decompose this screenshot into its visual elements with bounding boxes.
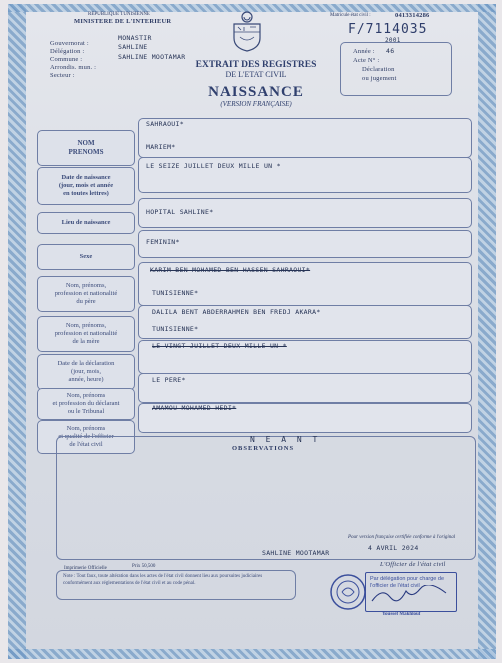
delegation-label: Délégation :: [50, 48, 85, 55]
coat-of-arms-icon: [230, 10, 264, 52]
value-pere-nom: KARIM BEN MOHAMED BEN HASSEN SAHRAOUI*: [150, 266, 311, 274]
value-pere-nationalite: TUNISIENNE*: [152, 289, 199, 297]
stamp-text: Par délégation pour charge de l'officier de l'état civil: [365, 572, 457, 612]
observations-value: N E A N T: [250, 435, 321, 444]
value-officier: AMAMOU MOHAMED HEDI*: [152, 404, 237, 412]
arrondissement-label: Arrondis. mun. :: [50, 64, 97, 71]
secteur-label: Secteur :: [50, 72, 75, 79]
acte-year-value: 2001: [385, 37, 401, 44]
commune-value: SAHLINE MOOTAMAR: [118, 53, 186, 61]
acte-number-label: Acte N° :: [353, 57, 380, 64]
value-nom: SAHRAOUI*: [146, 120, 184, 128]
ministry-text: MINISTERE DE L'INTERIEUR: [74, 18, 172, 25]
delegation-value: SAHLINE: [118, 43, 148, 51]
label-pere: Nom, prénoms, profession et nationalité du père: [37, 276, 135, 312]
matricule-label: Matricule état civil :: [330, 13, 371, 18]
gouvernorat-label: Gouvernorat :: [50, 40, 89, 47]
value-sexe: FEMININ*: [146, 238, 180, 246]
value-box-declarant: [138, 373, 472, 403]
acte-number-value: 46: [386, 47, 395, 55]
officer-title: L'Officier de l'état civil: [380, 561, 446, 568]
matricule-value: 0413314286: [395, 12, 430, 19]
gouvernorat-value: MONASTIR: [118, 34, 152, 42]
value-mere-nom: DALILA BENT ABDERRAHMEN BEN FREDJ AKARA*: [152, 308, 321, 316]
value-prenom: MARIEM*: [146, 143, 176, 151]
document-title-version: (VERSION FRANÇAISE): [220, 100, 292, 108]
commune-label: Commune :: [50, 56, 83, 63]
label-date-declaration: Date de la déclaration (jour, mois, année, heure): [37, 354, 135, 390]
certified-text: Pour version française certifiée conforme à l'original: [348, 535, 456, 540]
jugement-text: ou jugement: [362, 75, 397, 82]
footer-date: 4 AVRIL 2024: [368, 544, 419, 552]
value-mere-nationalite: TUNISIENNE*: [152, 325, 199, 333]
acte-year-label: Année :: [353, 48, 375, 55]
value-date-declaration: LE VINGT JUILLET DEUX MILLE UN *: [152, 342, 287, 350]
price-text: Prix 50,500: [132, 564, 156, 569]
value-box-sexe: [138, 230, 472, 258]
value-declarant: LE PERE*: [152, 376, 186, 384]
label-nom-prenoms: NOM PRENOMS: [37, 130, 135, 166]
document-title-line2: DE L'ETAT CIVIL: [225, 70, 287, 79]
declaration-text: Déclaration: [362, 66, 395, 73]
label-mere: Nom, prénoms, profession et nationalité de la mère: [37, 316, 135, 352]
legal-note: Note : Tout faux, toute altération dans les actes de l'état civil donnent lieu aux poursuites judiciaires conformément aux réglementations de l'état civil et au code pénal.: [56, 570, 296, 600]
official-stamp-icon: [328, 572, 368, 612]
security-border-left: [8, 4, 26, 659]
label-sexe: Sexe: [37, 244, 135, 270]
observations-label: OBSERVATIONS: [232, 445, 295, 452]
security-border-right: [478, 4, 496, 659]
observations-box: [56, 436, 476, 560]
footer-place: SAHLINE MOOTAMAR: [262, 549, 330, 557]
signature-name: Youssef Makhlouf: [382, 612, 421, 617]
label-date-naissance: Date de naissance (jour, mois et année en toutes lettres): [37, 167, 135, 205]
label-declarant: Nom, prénoms et profession du déclarant ou le Tribunal: [37, 388, 135, 420]
label-officier: Nom, prénoms et qualité de l'officier de l'état civil: [37, 420, 135, 454]
value-box-nom-prenoms: [138, 118, 472, 158]
document-title-main: NAISSANCE: [208, 84, 304, 100]
label-lieu-naissance: Lieu de naissance: [37, 212, 135, 234]
printer-text: Imprimerie Officielle: [64, 566, 107, 571]
republic-text: REPUBLIQUE TUNISIENNE: [88, 12, 150, 17]
serial-number: F/7114035: [348, 22, 428, 37]
security-border-bottom: [8, 649, 496, 659]
document-title-line1: EXTRAIT DES REGISTRES: [195, 60, 317, 70]
value-lieu-naissance: HOPITAL SAHLINE*: [146, 208, 214, 216]
value-date-naissance: LE SEIZE JUILLET DEUX MILLE UN *: [146, 162, 281, 170]
signature-icon: [370, 585, 450, 607]
